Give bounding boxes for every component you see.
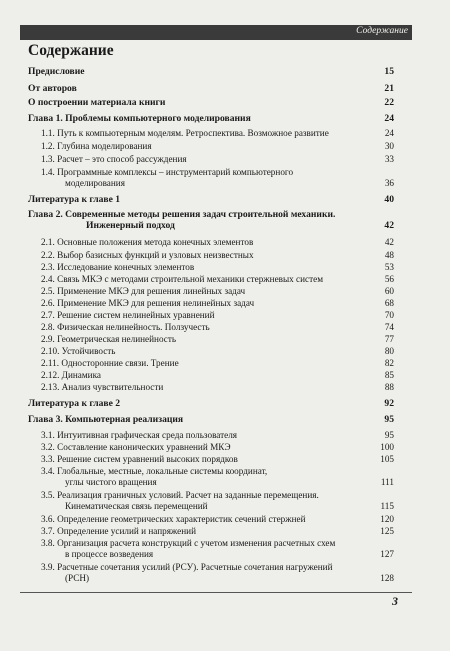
toc-entry-2-5 [41, 286, 394, 297]
toc-page-number: 68 [384, 298, 394, 308]
toc-page-number: 95 [384, 430, 394, 440]
toc-entry-3-7 [41, 526, 394, 537]
toc-page-number: 53 [384, 262, 394, 272]
toc-entry-text: 2.10. Устойчивость [41, 346, 116, 356]
toc-page-number: 40 [384, 194, 394, 205]
toc-entry-literature-1 [28, 194, 394, 205]
toc-page-number: 74 [384, 322, 394, 332]
toc-page-number: 115 [380, 501, 394, 511]
toc-entry-text: Глава 2. Современные методы решения задач строительной механики. [28, 209, 336, 220]
toc-page-number: 21 [384, 83, 394, 94]
toc-entry-text: 2.4. Связь МКЭ с методами строительной механики стержневых систем [41, 274, 324, 284]
toc-entry-authors [28, 83, 394, 94]
toc-page-number: 80 [384, 346, 394, 356]
toc-entry-text: углы чистого вращения [65, 477, 157, 487]
toc-entry-3-6 [41, 514, 394, 525]
toc-entry-text: 1.2. Глубина моделирования [41, 141, 152, 151]
toc-entry-2-2 [41, 250, 394, 261]
toc-entry-text: моделирования [65, 178, 125, 188]
toc-page-number: 100 [380, 442, 394, 452]
toc-page-number: 60 [384, 286, 394, 296]
running-header-text: Содержание [356, 26, 408, 36]
toc-entry-text: 3.7. Определение усилий и напряжений [41, 526, 196, 536]
toc-entry-text: 3.9. Расчетные сочетания усилий (РСУ). Расчетные сочетания нагружений [41, 562, 333, 572]
toc-entry-text: Глава 3. Компьютерная реализация [28, 414, 184, 425]
toc-page-number: 33 [384, 154, 394, 164]
toc-entry-text: 2.3. Исследование конечных элементов [41, 262, 195, 272]
toc-page-number: 88 [384, 382, 394, 392]
toc-page-number: 95 [384, 414, 394, 425]
toc-page-number: 105 [380, 454, 394, 464]
toc-page-number: 92 [384, 398, 394, 409]
toc-entry-2-9 [41, 334, 394, 345]
page-number: 3 [392, 594, 398, 608]
toc-entry-3-4 [41, 466, 394, 488]
toc-page-number: 82 [384, 358, 394, 368]
toc-entry-1-3 [41, 154, 394, 165]
toc-entry-2-12 [41, 370, 394, 381]
toc-page-number: 77 [384, 334, 394, 344]
toc-entry-text: Кинематическая связь перемещений [65, 501, 208, 511]
toc-entry-text: 1.1. Путь к компьютерным моделям. Ретроспектива. Возможное развитие [41, 128, 329, 138]
toc-page-number: 42 [384, 237, 394, 247]
toc-entry-chapter-2 [28, 209, 394, 231]
toc-entry-1-1 [41, 128, 394, 139]
toc-entry-3-2 [41, 442, 394, 453]
toc-entry-2-7 [41, 310, 394, 321]
toc-entry-text: 3.6. Определение геометрических характеристик сечений стержней [41, 514, 306, 524]
toc-page-number: 24 [384, 113, 394, 124]
toc-entry-2-4 [41, 274, 394, 285]
toc-entry-text: 1.3. Расчет – это способ рассуждения [41, 154, 187, 164]
toc-entry-chapter-3 [28, 414, 394, 425]
toc-entry-text: в процессе возведения [65, 549, 154, 559]
toc-entry-text: 2.13. Анализ чувствительности [41, 382, 164, 392]
toc-page-number: 22 [384, 97, 394, 108]
toc-entry-text: 2.5. Применение МКЭ для решения линейных задач [41, 286, 246, 296]
toc-entry-preface [28, 66, 394, 77]
toc-entry-literature-2 [28, 398, 394, 409]
toc-entry-text: 3.8. Организация расчета конструкций с учетом изменения расчетных схем [41, 538, 336, 548]
toc-entry-2-10 [41, 346, 394, 357]
toc-entry-text: Предисловие [28, 66, 85, 77]
toc-entry-text: 2.12. Динамика [41, 370, 101, 380]
toc-entry-3-3 [41, 454, 394, 465]
toc-entry-chapter-1 [28, 113, 394, 124]
toc-entry-text: Инженерный подход [86, 220, 175, 231]
toc-entry-2-3 [41, 262, 394, 273]
toc-entry-text: 3.4. Глобальные, местные, локальные системы координат, [41, 466, 268, 476]
toc-page-number: 70 [384, 310, 394, 320]
toc-page-number: 48 [384, 250, 394, 260]
toc-page-number: 127 [380, 549, 394, 559]
toc-entry-text: Глава 1. Проблемы компьютерного моделирования [28, 113, 251, 124]
toc-entry-2-1 [41, 237, 394, 248]
toc-entry-1-2 [41, 141, 394, 152]
toc-entry-text: 3.5. Реализация граничных условий. Расчет на заданные перемещения. [41, 490, 319, 500]
toc-entry-2-11 [41, 358, 394, 369]
toc-entry-text: 2.1. Основные положения метода конечных элементов [41, 237, 254, 247]
toc-entry-2-13 [41, 382, 394, 393]
toc-entry-3-5 [41, 490, 394, 512]
toc-entry-text: 2.6. Применение МКЭ для решения нелинейных задач [41, 298, 255, 308]
toc-entry-3-9 [41, 562, 394, 584]
toc-page-number: 42 [384, 220, 394, 231]
toc-page-number: 36 [384, 178, 394, 188]
toc-entry-text: 2.8. Физическая нелинейность. Ползучесть [41, 322, 210, 332]
toc-entry-2-6 [41, 298, 394, 309]
toc-entry-text: 1.4. Программные комплексы – инструментарий компьютерного [41, 167, 294, 177]
toc-page-number: 120 [380, 514, 394, 524]
toc-page-number: 15 [384, 66, 394, 77]
toc-page-number: 85 [384, 370, 394, 380]
toc-page-number: 56 [384, 274, 394, 284]
toc-entry-3-1 [41, 430, 394, 441]
toc-entry-text: 3.3. Решение систем уравнений высоких порядков [41, 454, 238, 464]
toc-entry-text: Литература к главе 1 [28, 194, 121, 205]
toc-entry-text: 2.2. Выбор базисных функций и узловых неизвестных [41, 250, 254, 260]
toc-page-number: 125 [380, 526, 394, 536]
toc-entry-text: 2.9. Геометрическая нелинейность [41, 334, 177, 344]
toc-entry-1-4 [41, 167, 394, 189]
toc-page-number: 24 [384, 128, 394, 138]
toc-page-number: 111 [380, 477, 394, 487]
toc-entry-text: 2.7. Решение систем нелинейных уравнений [41, 310, 215, 320]
toc-entry-text: 3.1. Интуитивная графическая среда пользователя [41, 430, 238, 440]
toc-entry-text: О построении материала книги [28, 97, 166, 108]
toc-entry-text: 2.11. Односторонние связи. Трение [41, 358, 179, 368]
page-title: Содержание [28, 42, 114, 59]
toc-page-number: 30 [384, 141, 394, 151]
toc-entry-2-8 [41, 322, 394, 333]
toc-page-number: 128 [380, 573, 394, 583]
toc-entry-text: (РСН) [65, 573, 90, 583]
toc-entry-text: Литература к главе 2 [28, 398, 121, 409]
toc-entry-structure [28, 97, 394, 108]
footer-rule [20, 592, 412, 593]
toc-entry-3-8 [41, 538, 394, 560]
toc-entry-text: 3.2. Составление канонических уравнений МКЭ [41, 442, 231, 452]
toc-entry-text: От авторов [28, 83, 77, 94]
